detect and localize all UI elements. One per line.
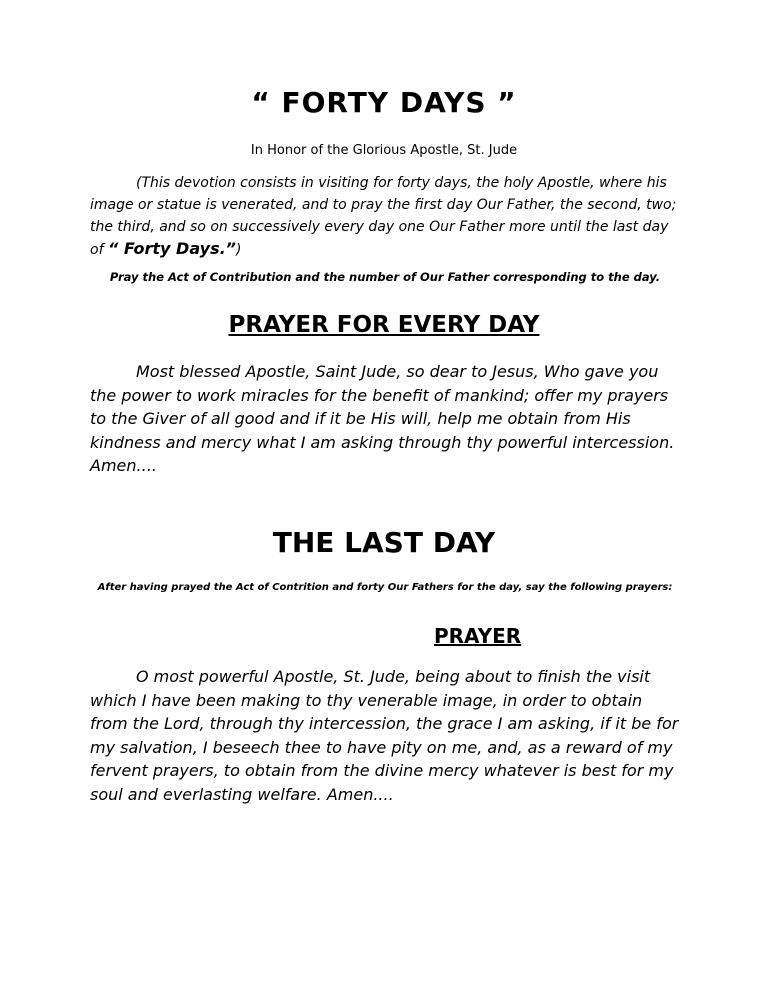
last-day-note: After having prayed the Act of Contrition and forty Our Fathers for the day, say the following prayers: <box>97 582 673 593</box>
prayer-every-day-text: Most blessed Apostle, Saint Jude, so dear to Jesus, Who gave you the power to work miracles for the benefit of mankind; offer my prayers to the Giver of all good and if it be His will, help me obtain from His kindness and mercy what I am asking through thy powerful intercession. Amen.... <box>90 362 675 475</box>
section-heading-last-day: THE LAST DAY <box>272 526 496 559</box>
intro-text: (This devotion consists in visiting for forty days, the holy Apostle, where his image or statue is venerated, and to pray the first day Our Father, the second, two; the third, and so on successively every day one Our Father more until the last day of <box>90 175 677 258</box>
pray-note: Pray the Act of Contribution and the number of Our Father corresponding to the day. <box>109 270 661 284</box>
intro-closing: ) <box>235 242 242 258</box>
section-heading-every-day: PRAYER FOR EVERY DAY <box>228 312 540 338</box>
intro-emphasis: “ Forty Days.” <box>107 239 236 258</box>
intro-paragraph <box>90 172 680 261</box>
prayer-subheading: PRAYER <box>434 624 522 648</box>
document-subtitle: In Honor of the Glorious Apostle, St. Jude <box>250 143 518 158</box>
prayer-last-day-text: O most powerful Apostle, St. Jude, being about to finish the visit which I have been making to thy venerable image, in order to obtain from the Lord, through thy intercession, the grace I am asking, if it be for my salvation, I beseech thee to have pity on me, and, as a reward of my fervent prayers, to obtain from the divine mercy whatever is best for my soul and everlasting welfare. Amen.... <box>90 667 679 804</box>
document-title: “ FORTY DAYS ” <box>251 86 517 119</box>
